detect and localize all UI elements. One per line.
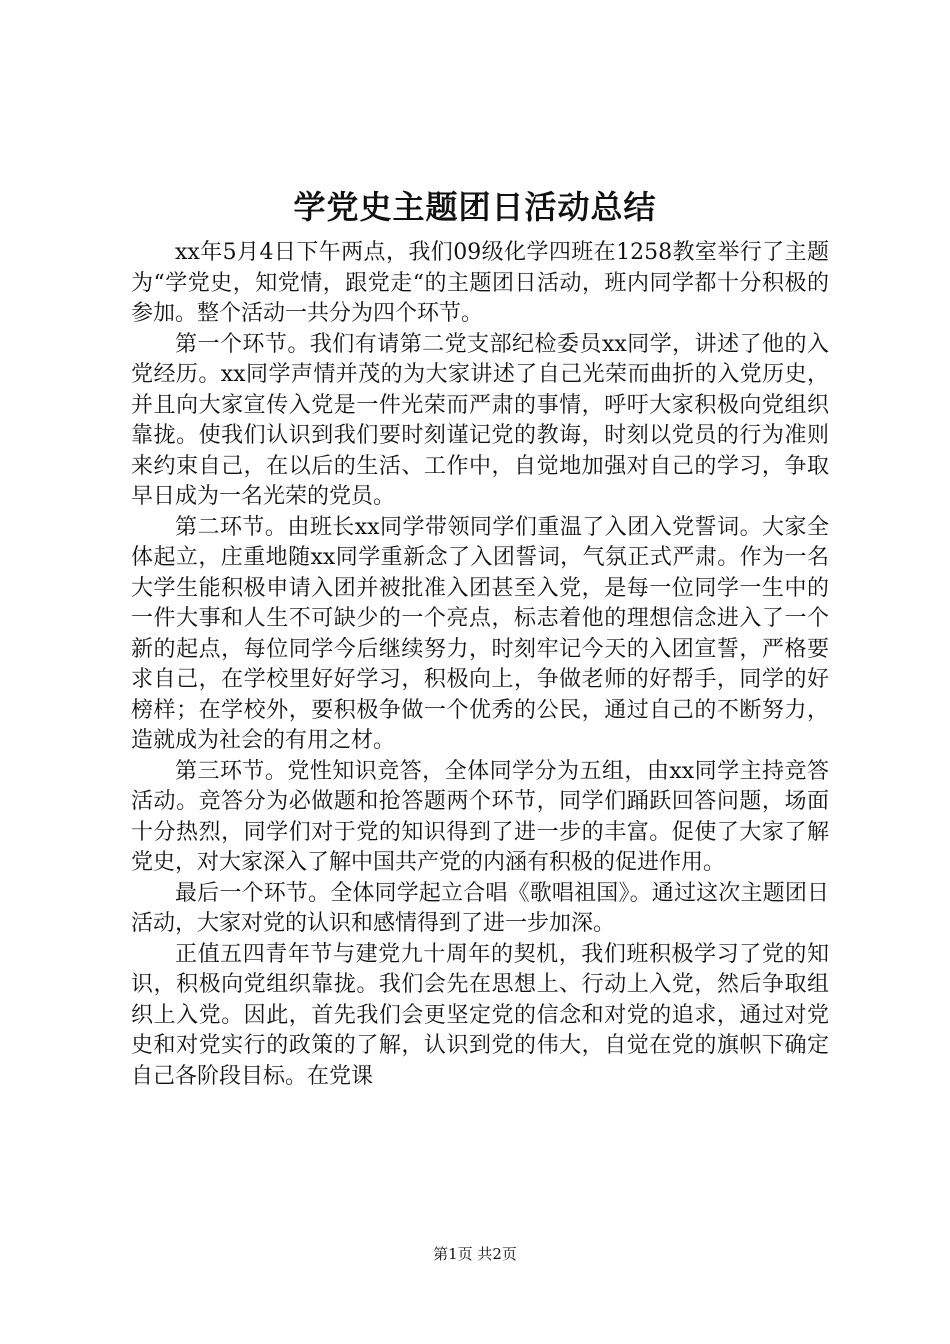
paragraph-part-three: 第三环节。党性知识竞答，全体同学分为五组，由xx同学主持竞答活动。竞答分为必做题和抢答题两个环节，同学们踊跃回答问题，场面十分热烈，同学们对于党的知识得到了进一步的丰富。促使了大家了解党史，对大家深入了解中国共产党的内涵有积极的促进作用。: [131, 758, 829, 875]
document-title: 学党史主题团日活动总结: [293, 188, 657, 226]
paragraph-conclusion: 正值五四青年节与建党九十周年的契机，我们班积极学习了党的知识，积极向党组织靠拢。我们会先在思想上、行动上入党，然后争取组织上入党。因此，首先我们会更坚定党的信念和对党的追求，通过对党史和对党实行的政策的了解，认识到党的伟大，自觉在党的旗帜下确定自己各阶段目标。在党课: [131, 941, 829, 1089]
document-body: [131, 238, 829, 1092]
paragraph-part-two: 第二环节。由班长xx同学带领同学们重温了入团入党誓词。大家全体起立，庄重地随xx同学重新念了入团誓词，气氛正式严肃。作为一名大学生能积极申请入团并被批准入团甚至入党，是每一位同学一生中的一件大事和人生不可缺少的一个亮点，标志着他的理想信念进入了一个新的起点，每位同学今后继续努力，时刻牢记今天的入团宣誓，严格要求自己，在学校里好好学习，积极向上，争做老师的好帮手，同学的好榜样；在学校外，要积极争做一个优秀的公民，通过自己的不断努力，造就成为社会的有用之材。: [131, 514, 829, 753]
paragraph-intro: xx年5月4日下午两点，我们09级化学四班在1258教室举行了主题为“学党史，知党情，跟党走“的主题团日活动，班内同学都十分积极的参加。整个活动一共分为四个环节。: [131, 240, 829, 326]
paragraph-part-four: 最后一个环节。全体同学起立合唱《歌唱祖国》。通过这次主题团日活动，大家对党的认识和感情得到了进一步加深。: [131, 880, 829, 936]
page-number-footer: 第1页 共2页: [433, 1245, 517, 1263]
paragraph-part-one: 第一个环节。我们有请第二党支部纪检委员xx同学，讲述了他的入党经历。xx同学声情并茂的为大家讲述了自己光荣而曲折的入党历史，并且向大家宣传入党是一件光荣而严肃的事情，呼吁大家积极向党组织靠拢。使我们认识到我们要时刻谨记党的教诲，时刻以党员的行为准则来约束自己，在以后的生活、工作中，自觉地加强对自己的学习，争取早日成为一名光荣的党员。: [131, 331, 829, 509]
